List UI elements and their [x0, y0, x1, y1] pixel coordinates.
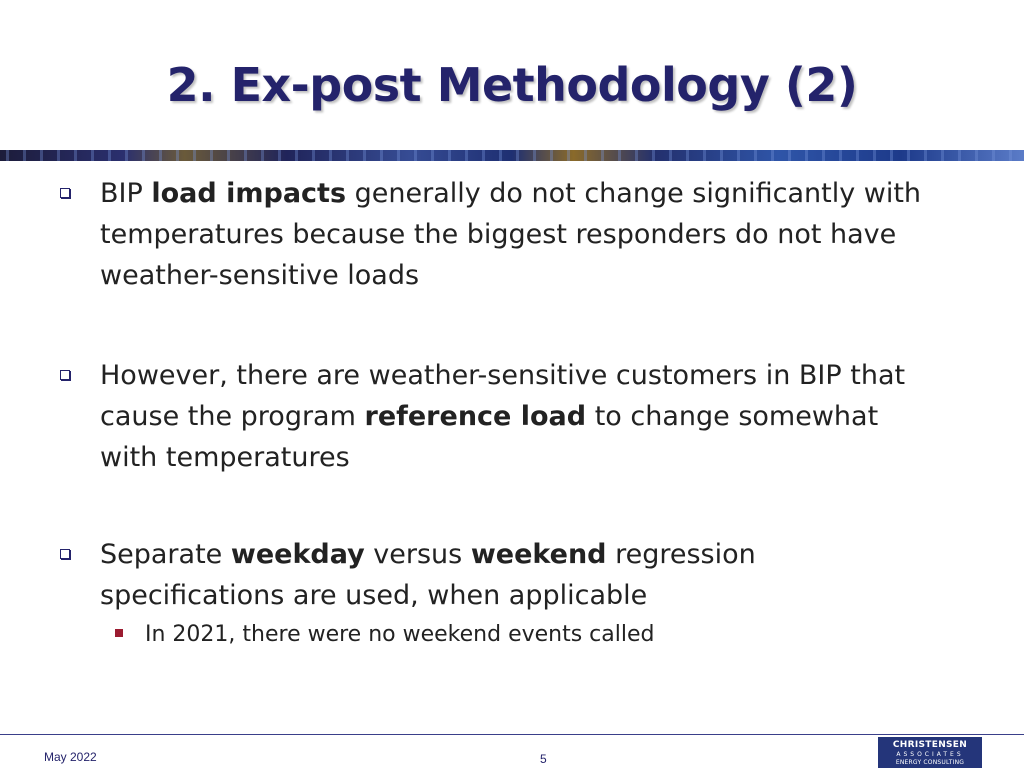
- checkbox-bullet-icon: [60, 370, 70, 380]
- slide-title: 2. Ex-post Methodology (2): [166, 58, 858, 112]
- bullet-item-1: [60, 173, 930, 296]
- bullet-text-1: BIP load impacts generally do not change significantly with temperatures because the biggest responders do not have weather-sensitive loads: [100, 178, 922, 291]
- footer-divider: [0, 734, 1024, 735]
- logo-line-2: ASSOCIATES: [896, 751, 964, 758]
- logo-line-1: CHRISTENSEN: [892, 740, 968, 750]
- footer-date: May 2022: [44, 750, 97, 764]
- logo-line-3: ENERGY CONSULTING: [895, 759, 965, 766]
- sub-bullet-text: In 2021, there were no weekend events called: [145, 622, 655, 647]
- checkbox-bullet-icon: [60, 188, 70, 198]
- bullet-text-2: However, there are weather-sensitive customers in BIP that cause the program reference load to change somewhat with temperatures: [100, 360, 906, 473]
- page-number: 5: [540, 752, 547, 766]
- company-logo: [878, 737, 982, 768]
- bullet-text-3: Separate weekday versus weekend regression specifications are used, when applicable: [100, 539, 756, 611]
- checkbox-bullet-icon: [60, 549, 70, 559]
- square-bullet-icon: [115, 629, 123, 637]
- bullet-item-3: [60, 534, 930, 616]
- header-banner: [0, 150, 1024, 161]
- bullet-item-2: [60, 355, 930, 478]
- sub-bullet-item: [115, 621, 915, 649]
